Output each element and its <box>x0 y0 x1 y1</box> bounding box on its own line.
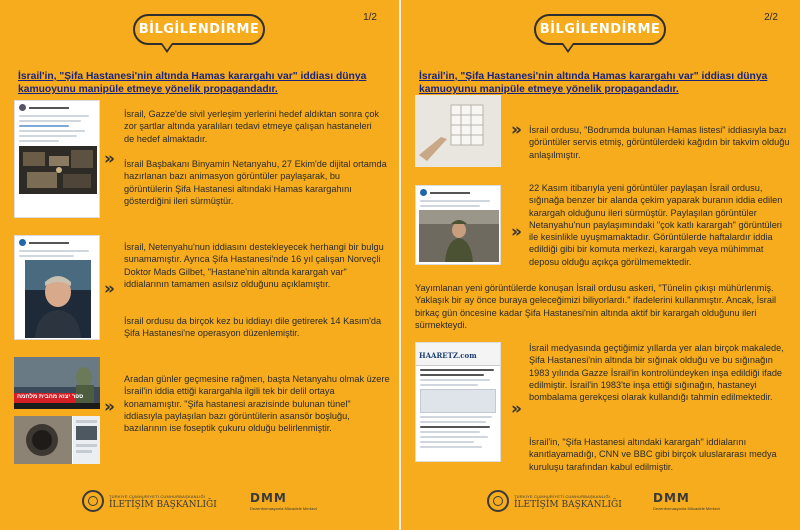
paragraph: İsrail Başbakanı Binyamin Netanyahu, 27 Ekim'de dijital ortamda hazırlanan bazı animasyon görüntüler paylaşarak, bu görüntülerin Şifa Hastanesi altındaki Hamas karargahını gösterdiğini ileri sürmüştür. <box>124 159 387 206</box>
chevron-right-icon: » <box>511 222 519 242</box>
soldier-video-thumbnail <box>415 185 501 265</box>
headline: İsrail'in, "Şifa Hastanesi'nin altında Hamas karargahı var" iddiası dünya kamuoyunu manipüle etmeye yönelik propagandadır. <box>18 71 367 95</box>
tunnel-image <box>14 416 100 464</box>
paragraph: İsrail medyasında geçtiğimiz yıllarda yer alan birçok makalede, Şifa Hastanesi'nin altında bir sığınak olduğu ve bu sığınağın 1983 yılında Gazze İsrail'in kontrolündeyken inşa edildiği ifade edilmiştir. İsrail'in 1983'te inşa ettiği sığınağın, hastaneyi bombalama gerekçesi olarak kullandığı tahmin edilmektedir. <box>529 343 784 403</box>
news-broadcast-image <box>14 357 100 409</box>
iletisim-baskanligi-logo: TÜRKİYE CUMHURİYETİ CUMHURBAŞKANLIĞI İLETİŞİM BAŞKANLIĞI <box>82 490 217 512</box>
paragraph: İsrail'in, "Şifa Hastanesi altındaki karargah" iddialarını kanıtlayamadığı, CNN ve BBC gibi birçok uluslararası medya kuruluşu tarafından kabul edilmiştir. <box>529 437 777 472</box>
paragraph: İsrail, Netenyahu'nun iddiasını destekleyecek herhangi bir bulgu sunamamıştır. Ayrıca Şifa Hastanesi'nde 16 yıl çalışan Norveçli Doktor Mads Gilbet, "Hastane'nin altında karargah var" iddialarının tamamen asılsız olduğunu açıklamıştır. <box>124 242 384 289</box>
header-bubble <box>534 14 666 45</box>
chevron-right-icon: » <box>104 149 112 169</box>
haaretz-article-thumbnail <box>415 342 501 462</box>
paragraph: İsrail ordusu, "Bodrumda bulunan Hamas listesi" iddiasıyla bazı görüntüler servis etmiş, görüntülerdeki kağıdın bir takvim olduğu anlaşılmıştır. <box>529 125 790 160</box>
paragraph: İsrail, Gazze'de sivil yerleşim yerlerini hedef aldıktan sonra çok zor şartlar altında yaralıları tedavi etmeye çalışan hastaneleri de hedef almaktadır. <box>124 109 380 144</box>
dmm-logo: DMM Dezenformasyonla Mücadele Merkezi <box>250 491 317 511</box>
header-label: BİLGİLENDİRME <box>539 22 661 37</box>
paragraph: Yayımlanan yeni görüntülerde konuşan İsrail ordusu askeri, "Tünelin çıkışı mühürlenmiş. Yaklaşık bir ay önce buraya geleceğimizi biliyorlardı." ifadelerini kullanmıştır. Ancak, İsrail birkaç gün öncesine kadar Şifa Hastanesi'nin altında aktif bir karargah olduğunu ileri sürmekteydi. <box>415 283 777 330</box>
chevron-right-icon: » <box>511 120 519 140</box>
headline: İsrail'in, "Şifa Hastanesi'nin altında Hamas karargahı var" iddiası dünya kamuoyunu manipüle etmeye yönelik propagandadır. <box>419 71 768 95</box>
panel-page-2 <box>401 0 800 530</box>
chevron-right-icon: » <box>104 397 112 417</box>
chevron-right-icon: » <box>104 279 112 299</box>
calendar-image <box>415 95 501 167</box>
paragraph: 22 Kasım itibarıyla yeni görüntüler paylaşan İsrail ordusu, sığınağa benzer bir alanda çekim yaparak buranın iddia edilen karargah olduğunu ileri sürmüştür. Paylaşılan görüntüler Netanyahu'nun paylaşımındaki "çok katlı karargah" görüntüleri ile kesinlikle uyuşmamaktadır. Görüntülerde haftalardır iddia edildiği gibi bir komuta merkezi, karargah veya mühimmat deposu olduğu açıkça görülmemektedir. <box>529 183 783 267</box>
doctor-video-thumbnail <box>14 235 100 340</box>
calendar-photo-thumbnail <box>415 95 501 167</box>
animation-image <box>19 146 97 194</box>
seal-icon <box>82 490 104 512</box>
header-label: BİLGİLENDİRME <box>138 22 260 37</box>
doctor-image <box>25 260 91 338</box>
tv-news-thumbnail <box>14 357 100 409</box>
page-number: 1/2 <box>363 12 377 23</box>
tunnel-images-thumbnail <box>14 416 100 464</box>
paragraph: İsrail ordusu da birçok kez bu iddiayı dile getirerek 14 Kasım'da Şifa Hastanesi'ne operasyon düzenlemiştir. <box>124 316 382 339</box>
tv-caption: ספר יצוא מהבית מלחמה <box>17 394 84 400</box>
page-number: 2/2 <box>764 12 778 23</box>
iletisim-baskanligi-logo: TÜRKİYE CUMHURİYETİ CUMHURBAŞKANLIĞI İLETİŞİM BAŞKANLIĞI <box>487 490 622 512</box>
soldier-image <box>419 210 499 262</box>
paragraph: Aradan günler geçmesine rağmen, başta Netanyahu olmak üzere İsrail'in iddia ettiği karargahla ilgili tek bir delil ortaya konamamıştır. "Şifa hastanesi arazisinde bulunan tünel" iddiasıyla paylaşılan bazı görüntülerin asansör boşluğu, bazılarının ise foseptik çukuru olduğu belirlenmiştir. <box>124 374 390 434</box>
tweet-screenshot-thumbnail <box>14 100 100 218</box>
header-bubble <box>133 14 265 45</box>
panel-page-1 <box>0 0 399 530</box>
dmm-logo: DMM Dezenformasyonla Mücadele Merkezi <box>653 491 720 511</box>
haaretz-label: HAARETZ.com <box>419 351 477 360</box>
seal-icon <box>487 490 509 512</box>
chevron-right-icon: » <box>511 399 519 419</box>
